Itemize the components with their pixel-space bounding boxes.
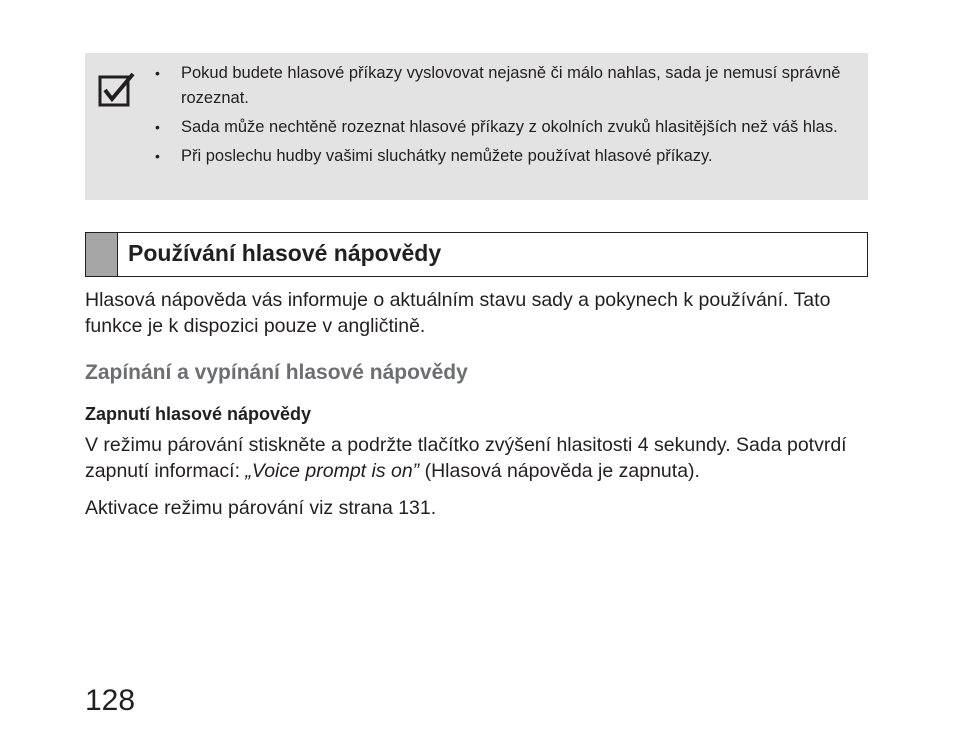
note-item-text: Sada může nechtěně rozeznat hlasové příkazy z okolních zvuků hlasitějších než váš hlas.: [181, 118, 838, 136]
section-header-tab: [86, 233, 118, 276]
reference-paragraph: Aktivace režimu párování viz strana 131.: [85, 497, 437, 519]
note-box: [85, 53, 868, 200]
bullet-icon: •: [155, 119, 160, 135]
step-quote: „Voice prompt is on”: [245, 460, 420, 482]
minor-heading: Zapnutí hlasové nápovědy: [85, 404, 312, 424]
step-text-after: (Hlasová nápověda je zapnuta).: [419, 460, 700, 482]
note-item-text: Při poslechu hudby vašimi sluchátky nemůžete používat hlasové příkazy.: [181, 147, 713, 165]
note-item: [155, 144, 855, 169]
subheading: Zapínání a vypínání hlasové nápovědy: [85, 361, 468, 384]
note-list: [155, 61, 855, 173]
section-header: [85, 232, 868, 277]
checkbox-check-icon: [98, 71, 136, 109]
step-paragraph: [85, 432, 885, 484]
bullet-icon: •: [155, 148, 160, 164]
step-text-before: V režimu párování stiskněte a podržte tlačítko zvýšení hlasitosti 4 sekundy. Sada potvrdí zapnutí informací:: [85, 434, 847, 482]
page-number: 128: [85, 684, 136, 717]
note-item: [155, 115, 855, 140]
section-title: Používání hlasové nápovědy: [128, 240, 442, 266]
intro-paragraph: Hlasová nápověda vás informuje o aktuálním stavu sady a pokynech k používání. Tato funkce je k dispozici pouze v angličtině.: [85, 289, 831, 337]
note-item-text: Pokud budete hlasové příkazy vyslovovat nejasně či málo nahlas, sada je nemusí správně rozeznat.: [181, 64, 841, 107]
note-item: [155, 61, 855, 111]
bullet-icon: •: [155, 65, 160, 81]
